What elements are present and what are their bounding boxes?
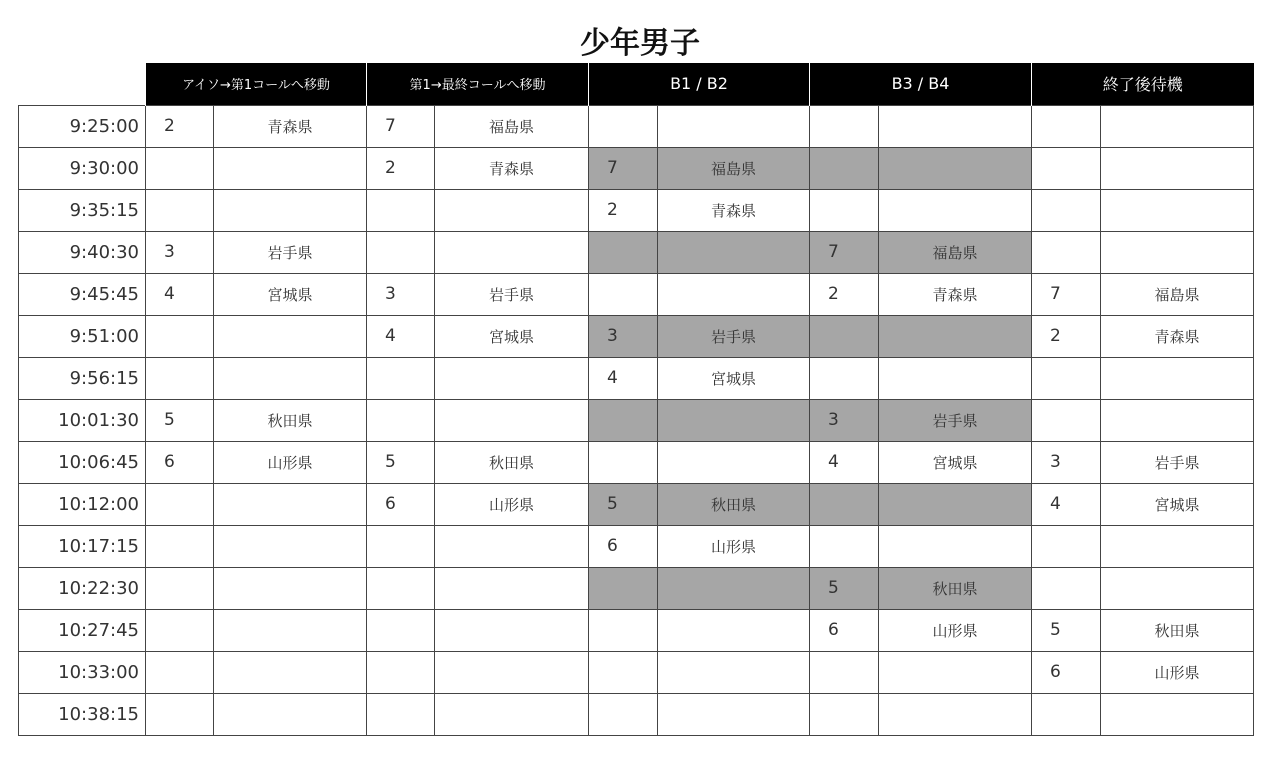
prefecture-cell	[658, 651, 810, 693]
order-number-cell	[1032, 231, 1101, 273]
order-number-cell: 2	[146, 105, 214, 147]
prefecture-cell	[1101, 189, 1254, 231]
prefecture-cell	[1101, 147, 1254, 189]
order-number-cell	[589, 651, 658, 693]
prefecture-cell	[214, 189, 367, 231]
prefecture-cell	[214, 315, 367, 357]
order-number-cell	[1032, 357, 1101, 399]
prefecture-cell	[879, 147, 1032, 189]
order-number-cell: 6	[146, 441, 214, 483]
order-number-cell	[810, 651, 879, 693]
prefecture-cell	[658, 399, 810, 441]
table-row	[19, 609, 1254, 651]
order-number-cell	[589, 441, 658, 483]
time-cell: 9:25:00	[19, 105, 146, 147]
order-number-cell	[810, 693, 879, 735]
order-number-cell	[589, 231, 658, 273]
order-number-cell: 6	[810, 609, 879, 651]
prefecture-cell	[214, 693, 367, 735]
prefecture-cell: 青森県	[879, 273, 1032, 315]
order-number-cell	[367, 357, 435, 399]
prefecture-cell	[658, 273, 810, 315]
prefecture-cell	[879, 693, 1032, 735]
prefecture-cell: 宮城県	[658, 357, 810, 399]
table-row	[19, 651, 1254, 693]
order-number-cell: 2	[367, 147, 435, 189]
prefecture-cell	[435, 609, 589, 651]
order-number-cell	[1032, 693, 1101, 735]
prefecture-cell: 福島県	[435, 105, 589, 147]
order-number-cell	[810, 105, 879, 147]
prefecture-cell: 秋田県	[658, 483, 810, 525]
order-number-cell	[367, 567, 435, 609]
order-number-cell	[1032, 567, 1101, 609]
prefecture-cell	[214, 483, 367, 525]
order-number-cell: 5	[589, 483, 658, 525]
order-number-cell	[146, 651, 214, 693]
prefecture-cell	[879, 105, 1032, 147]
order-number-cell: 6	[589, 525, 658, 567]
prefecture-cell	[879, 189, 1032, 231]
order-number-cell: 4	[146, 273, 214, 315]
prefecture-cell: 山形県	[658, 525, 810, 567]
prefecture-cell	[1101, 567, 1254, 609]
time-cell: 10:33:00	[19, 651, 146, 693]
column-header: 終了後待機	[1032, 63, 1254, 105]
schedule-table	[18, 63, 1254, 736]
column-header: アイソ→第1コールへ移動	[146, 63, 367, 105]
prefecture-cell: 秋田県	[1101, 609, 1254, 651]
column-header: B3 / B4	[810, 63, 1032, 105]
order-number-cell	[810, 315, 879, 357]
table-row	[19, 189, 1254, 231]
prefecture-cell	[214, 147, 367, 189]
order-number-cell: 3	[589, 315, 658, 357]
prefecture-cell	[1101, 357, 1254, 399]
prefecture-cell	[658, 105, 810, 147]
prefecture-cell	[435, 651, 589, 693]
order-number-cell	[146, 147, 214, 189]
prefecture-cell: 青森県	[214, 105, 367, 147]
order-number-cell	[367, 651, 435, 693]
table-row	[19, 399, 1254, 441]
prefecture-cell: 岩手県	[1101, 441, 1254, 483]
time-cell: 9:51:00	[19, 315, 146, 357]
order-number-cell	[146, 189, 214, 231]
order-number-cell	[367, 399, 435, 441]
page-title: 少年男子	[580, 26, 700, 61]
time-cell: 10:06:45	[19, 441, 146, 483]
prefecture-cell: 青森県	[1101, 315, 1254, 357]
column-header: B1 / B2	[589, 63, 810, 105]
table-row	[19, 273, 1254, 315]
order-number-cell	[589, 567, 658, 609]
prefecture-cell: 宮城県	[1101, 483, 1254, 525]
order-number-cell	[146, 315, 214, 357]
order-number-cell	[146, 567, 214, 609]
prefecture-cell	[1101, 693, 1254, 735]
prefecture-cell: 青森県	[658, 189, 810, 231]
table-row	[19, 357, 1254, 399]
prefecture-cell: 福島県	[879, 231, 1032, 273]
order-number-cell	[589, 609, 658, 651]
table-row	[19, 315, 1254, 357]
order-number-cell	[1032, 147, 1101, 189]
order-number-cell: 5	[1032, 609, 1101, 651]
order-number-cell	[810, 525, 879, 567]
time-cell: 9:45:45	[19, 273, 146, 315]
prefecture-cell	[435, 357, 589, 399]
order-number-cell: 7	[810, 231, 879, 273]
prefecture-cell: 山形県	[1101, 651, 1254, 693]
prefecture-cell: 岩手県	[658, 315, 810, 357]
time-cell: 10:27:45	[19, 609, 146, 651]
prefecture-cell	[1101, 231, 1254, 273]
order-number-cell: 4	[367, 315, 435, 357]
time-cell: 9:30:00	[19, 147, 146, 189]
order-number-cell	[1032, 189, 1101, 231]
order-number-cell: 4	[589, 357, 658, 399]
order-number-cell: 2	[810, 273, 879, 315]
prefecture-cell: 岩手県	[214, 231, 367, 273]
prefecture-cell	[1101, 399, 1254, 441]
time-cell: 10:38:15	[19, 693, 146, 735]
prefecture-cell: 宮城県	[214, 273, 367, 315]
prefecture-cell	[879, 525, 1032, 567]
prefecture-cell: 山形県	[435, 483, 589, 525]
prefecture-cell: 青森県	[435, 147, 589, 189]
order-number-cell	[367, 231, 435, 273]
order-number-cell	[367, 189, 435, 231]
order-number-cell	[146, 483, 214, 525]
prefecture-cell	[658, 441, 810, 483]
order-number-cell	[1032, 525, 1101, 567]
order-number-cell: 7	[367, 105, 435, 147]
prefecture-cell: 山形県	[214, 441, 367, 483]
order-number-cell	[367, 609, 435, 651]
corner-cell	[19, 63, 146, 105]
time-cell: 9:56:15	[19, 357, 146, 399]
order-number-cell	[1032, 399, 1101, 441]
prefecture-cell	[658, 609, 810, 651]
order-number-cell	[146, 609, 214, 651]
prefecture-cell	[435, 231, 589, 273]
order-number-cell: 4	[810, 441, 879, 483]
prefecture-cell	[658, 693, 810, 735]
prefecture-cell	[435, 567, 589, 609]
time-cell: 10:22:30	[19, 567, 146, 609]
prefecture-cell	[435, 693, 589, 735]
prefecture-cell	[435, 525, 589, 567]
prefecture-cell	[214, 357, 367, 399]
order-number-cell	[146, 693, 214, 735]
order-number-cell	[589, 105, 658, 147]
table-row	[19, 147, 1254, 189]
order-number-cell	[810, 483, 879, 525]
prefecture-cell: 福島県	[658, 147, 810, 189]
order-number-cell	[367, 525, 435, 567]
table-row	[19, 567, 1254, 609]
table-row	[19, 525, 1254, 567]
order-number-cell: 6	[1032, 651, 1101, 693]
prefecture-cell: 宮城県	[435, 315, 589, 357]
prefecture-cell: 秋田県	[435, 441, 589, 483]
prefecture-cell	[1101, 105, 1254, 147]
prefecture-cell	[214, 609, 367, 651]
prefecture-cell: 秋田県	[879, 567, 1032, 609]
prefecture-cell	[435, 399, 589, 441]
order-number-cell	[146, 357, 214, 399]
prefecture-cell: 秋田県	[214, 399, 367, 441]
prefecture-cell	[1101, 525, 1254, 567]
order-number-cell	[810, 357, 879, 399]
order-number-cell	[367, 693, 435, 735]
time-cell: 10:17:15	[19, 525, 146, 567]
order-number-cell: 2	[1032, 315, 1101, 357]
column-header: 第1→最終コールへ移動	[367, 63, 589, 105]
prefecture-cell	[658, 567, 810, 609]
prefecture-cell	[879, 357, 1032, 399]
prefecture-cell	[435, 189, 589, 231]
order-number-cell	[146, 525, 214, 567]
prefecture-cell	[658, 231, 810, 273]
prefecture-cell	[214, 651, 367, 693]
order-number-cell: 5	[810, 567, 879, 609]
order-number-cell: 6	[367, 483, 435, 525]
order-number-cell: 4	[1032, 483, 1101, 525]
prefecture-cell	[879, 483, 1032, 525]
prefecture-cell: 山形県	[879, 609, 1032, 651]
table-row	[19, 693, 1254, 735]
order-number-cell	[810, 147, 879, 189]
table-row	[19, 483, 1254, 525]
order-number-cell: 7	[1032, 273, 1101, 315]
order-number-cell: 5	[367, 441, 435, 483]
order-number-cell	[1032, 105, 1101, 147]
time-cell: 9:35:15	[19, 189, 146, 231]
order-number-cell: 3	[1032, 441, 1101, 483]
order-number-cell: 3	[810, 399, 879, 441]
prefecture-cell	[214, 525, 367, 567]
time-cell: 10:01:30	[19, 399, 146, 441]
order-number-cell: 3	[367, 273, 435, 315]
header-row	[19, 63, 1254, 105]
prefecture-cell	[879, 315, 1032, 357]
time-cell: 10:12:00	[19, 483, 146, 525]
table-row	[19, 231, 1254, 273]
prefecture-cell: 岩手県	[879, 399, 1032, 441]
order-number-cell	[589, 399, 658, 441]
prefecture-cell: 宮城県	[879, 441, 1032, 483]
prefecture-cell	[879, 651, 1032, 693]
order-number-cell: 3	[146, 231, 214, 273]
prefecture-cell: 岩手県	[435, 273, 589, 315]
order-number-cell	[589, 273, 658, 315]
table-row	[19, 105, 1254, 147]
time-cell: 9:40:30	[19, 231, 146, 273]
table-row	[19, 441, 1254, 483]
order-number-cell	[589, 693, 658, 735]
order-number-cell: 7	[589, 147, 658, 189]
prefecture-cell: 福島県	[1101, 273, 1254, 315]
prefecture-cell	[214, 567, 367, 609]
order-number-cell: 5	[146, 399, 214, 441]
order-number-cell	[810, 189, 879, 231]
order-number-cell: 2	[589, 189, 658, 231]
